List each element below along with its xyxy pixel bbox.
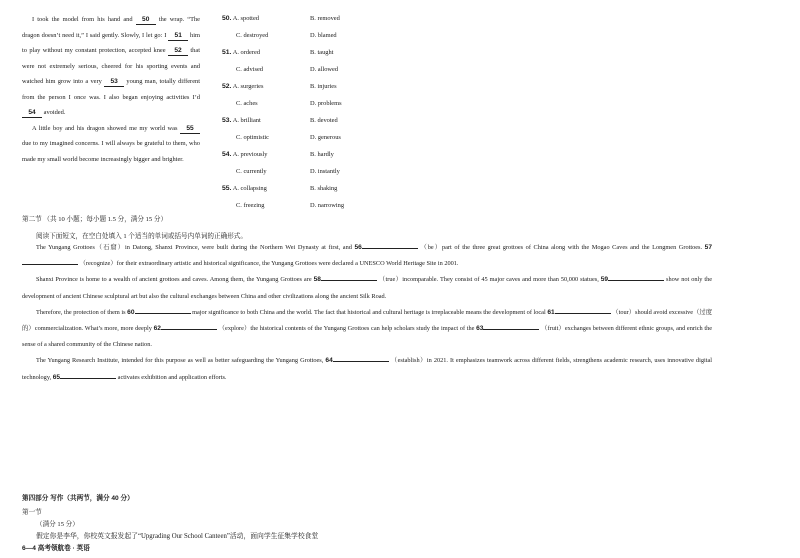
- part-4-heading: 第四部分 写作（共两节，满分 40 分）: [22, 495, 134, 502]
- blank-num-65: 65: [52, 373, 61, 381]
- option-51-c[interactable]: C. advised: [236, 66, 263, 73]
- grammar-paragraph-3: Therefore, the protection of them is 60 major significance to both China and the world. The fact that historical and cultural heritage is irreplaceable means the development of local 61 （tour）should avoid excessive（过度的）commercialization. What’s more, more deeply 62 （explore）the historical contents of the Yungang Grottoes can help scholars study the impact of the 63 （fruit）exchanges between different ethnic groups, and enrich the sense of a shared community of the Chinese nation.: [22, 308, 713, 349]
- blank-54[interactable]: 54: [22, 109, 42, 118]
- page-number: 6—4: [22, 545, 36, 552]
- blank-num-58: 58: [313, 276, 321, 284]
- option-50-a[interactable]: A. spotted: [232, 15, 259, 22]
- blank-num-63: 63: [476, 325, 484, 333]
- option-row-51-ab: 51. A. ordered B. taught: [222, 46, 372, 60]
- option-row-52-cd: [222, 97, 372, 111]
- blank-64[interactable]: [333, 355, 389, 362]
- option-55-b[interactable]: B. shaking: [310, 185, 338, 192]
- grammar-paragraph-1: The Yungang Grottoes（石窟）in Datong, Shanxi Province, were built during the Northern Wei Dynasty at first, and 56 （be）part of the three great grottoes of China along with the Mogao Caves and the Longmen Grottoes. 57 （recognize）for their extraordinary artistic and historical significance, the Yungang Grottoes were declared a UNESCO World Heritage Site in 2001.: [22, 240, 712, 272]
- option-row-50-cd: [222, 29, 372, 43]
- option-53-b[interactable]: B. devoted: [310, 117, 338, 124]
- part-4-subsection: [22, 506, 712, 516]
- option-55-a[interactable]: A. collapsing: [232, 185, 267, 192]
- option-52-d[interactable]: D. problems: [310, 100, 342, 107]
- option-52-c[interactable]: C. aches: [236, 100, 258, 107]
- option-row-52-ab: 52. A. surgeries B. injuries: [222, 80, 372, 94]
- part-4-sub-label: 第一节: [22, 509, 42, 516]
- blank-num-57: 57: [704, 244, 713, 251]
- grammar-passage: [22, 240, 712, 386]
- blank-num-60: 60: [127, 308, 135, 316]
- option-row-55-cd: [222, 199, 372, 213]
- option-54-c[interactable]: C. currently: [236, 168, 267, 175]
- blank-61[interactable]: [555, 307, 611, 314]
- blank-55[interactable]: 55: [180, 125, 200, 134]
- part-4-prompt: 假定你是李华，你校英文报发起了“Upgrading Our School Canteen”活动，面向学生征集学校食堂: [36, 533, 319, 540]
- option-53-a[interactable]: A. brilliant: [232, 117, 261, 124]
- blank-56[interactable]: [362, 242, 418, 249]
- option-53-c[interactable]: C. optimistic: [236, 134, 270, 141]
- cloze-paragraph-1: I took the model from his hand and 50 the wrap. “The dragon doesn’t need it,” I said gently. Slowly, I let go: I 51 him to play without my constant protection, accepted knee 52 that were not extremely serious, cheered for his sporting events and watched him grow into a very 53 young man, totally different from the person I once was. I also began enjoying activities I’d 54 avoided.: [22, 16, 201, 116]
- option-row-51-cd: [222, 63, 372, 77]
- blank-57[interactable]: [22, 258, 78, 265]
- option-row-55-ab: 55. A. collapsing B. shaking: [222, 182, 372, 196]
- option-54-a[interactable]: A. previously: [232, 151, 268, 158]
- blank-63[interactable]: [483, 323, 539, 330]
- option-53-d[interactable]: D. generous: [310, 134, 341, 141]
- option-52-b[interactable]: B. injuries: [310, 83, 337, 90]
- option-55-d[interactable]: D. narrowing: [310, 202, 345, 209]
- blank-53[interactable]: 53: [104, 78, 124, 87]
- blank-num-62: 62: [153, 325, 161, 333]
- page-footer: [22, 542, 90, 552]
- option-50-c[interactable]: C. destroyed: [236, 32, 269, 39]
- option-50-b[interactable]: B. removed: [310, 15, 340, 22]
- blank-num-59: 59: [600, 276, 609, 284]
- grammar-paragraph-2: Shanxi Province is home to a wealth of ancient grottoes and caves. Among them, the Yungang Grottoes are 58 （true）incomparable. They consist of 45 major caves and more than 50,000 statues, 59 show not only the development of ancient Chinese sculptural art but also the cultural exchanges between China and other civilizations along the ancient Silk Road.: [22, 276, 713, 300]
- option-51-d[interactable]: D. allowed: [310, 66, 339, 73]
- option-54-d[interactable]: D. instantly: [310, 168, 340, 175]
- blank-52[interactable]: 52: [168, 47, 188, 56]
- blank-num-64: 64: [325, 357, 333, 365]
- footer-title: 高考领航卷 · 英语: [37, 545, 90, 552]
- option-52-a[interactable]: A. surgeries: [232, 83, 264, 90]
- option-54-b[interactable]: B. hardly: [310, 151, 334, 158]
- option-51-a[interactable]: A. ordered: [232, 49, 261, 56]
- option-51-b[interactable]: B. taught: [310, 49, 334, 56]
- blank-num-56: 56: [354, 244, 362, 251]
- section-2-instruction: 阅读下面短文，在空白处填入 1 个适当的单词或括号内单词的正确形式。: [36, 233, 247, 240]
- blank-65[interactable]: [60, 372, 116, 379]
- option-50-d[interactable]: D. blamed: [310, 32, 337, 39]
- option-row-53-cd: [222, 131, 372, 145]
- option-row-50-ab: 50. A. spotted B. removed: [222, 12, 372, 26]
- part-4-score: （满分 15 分）: [36, 521, 79, 528]
- blank-51[interactable]: 51: [168, 32, 188, 41]
- blank-59[interactable]: [608, 274, 664, 281]
- blank-62[interactable]: [161, 323, 217, 330]
- cloze-passage: [22, 12, 200, 167]
- option-row-53-ab: 53. A. brilliant B. devoted: [222, 114, 372, 128]
- option-row-54-ab: 54. A. previously B. hardly: [222, 148, 372, 162]
- blank-num-61: 61: [547, 308, 555, 316]
- section-2-heading: 第二节 （共 10 小题；每小题 1.5 分，满分 15 分）: [22, 216, 168, 223]
- cloze-paragraph-2: A little boy and his dragon showed me my world was 55 due to my imagined concerns. I will always be grateful to them, who made my small world become increasingly bigger and brighter.: [22, 124, 200, 163]
- option-row-54-cd: [222, 165, 372, 179]
- grammar-paragraph-4: The Yungang Research Institute, intended for this purpose as well as better safeguarding the Yungang Grottoes, 64 （establish）in 2021. It emphasizes teamwork across different fields, strengthens academic research, uses innovative digital technology, 65 activates exhibition and application efforts.: [22, 357, 713, 381]
- option-55-c[interactable]: C. freezing: [236, 202, 265, 209]
- blank-60[interactable]: [135, 307, 191, 314]
- blank-58[interactable]: [321, 274, 377, 281]
- blank-50[interactable]: 50: [136, 16, 156, 25]
